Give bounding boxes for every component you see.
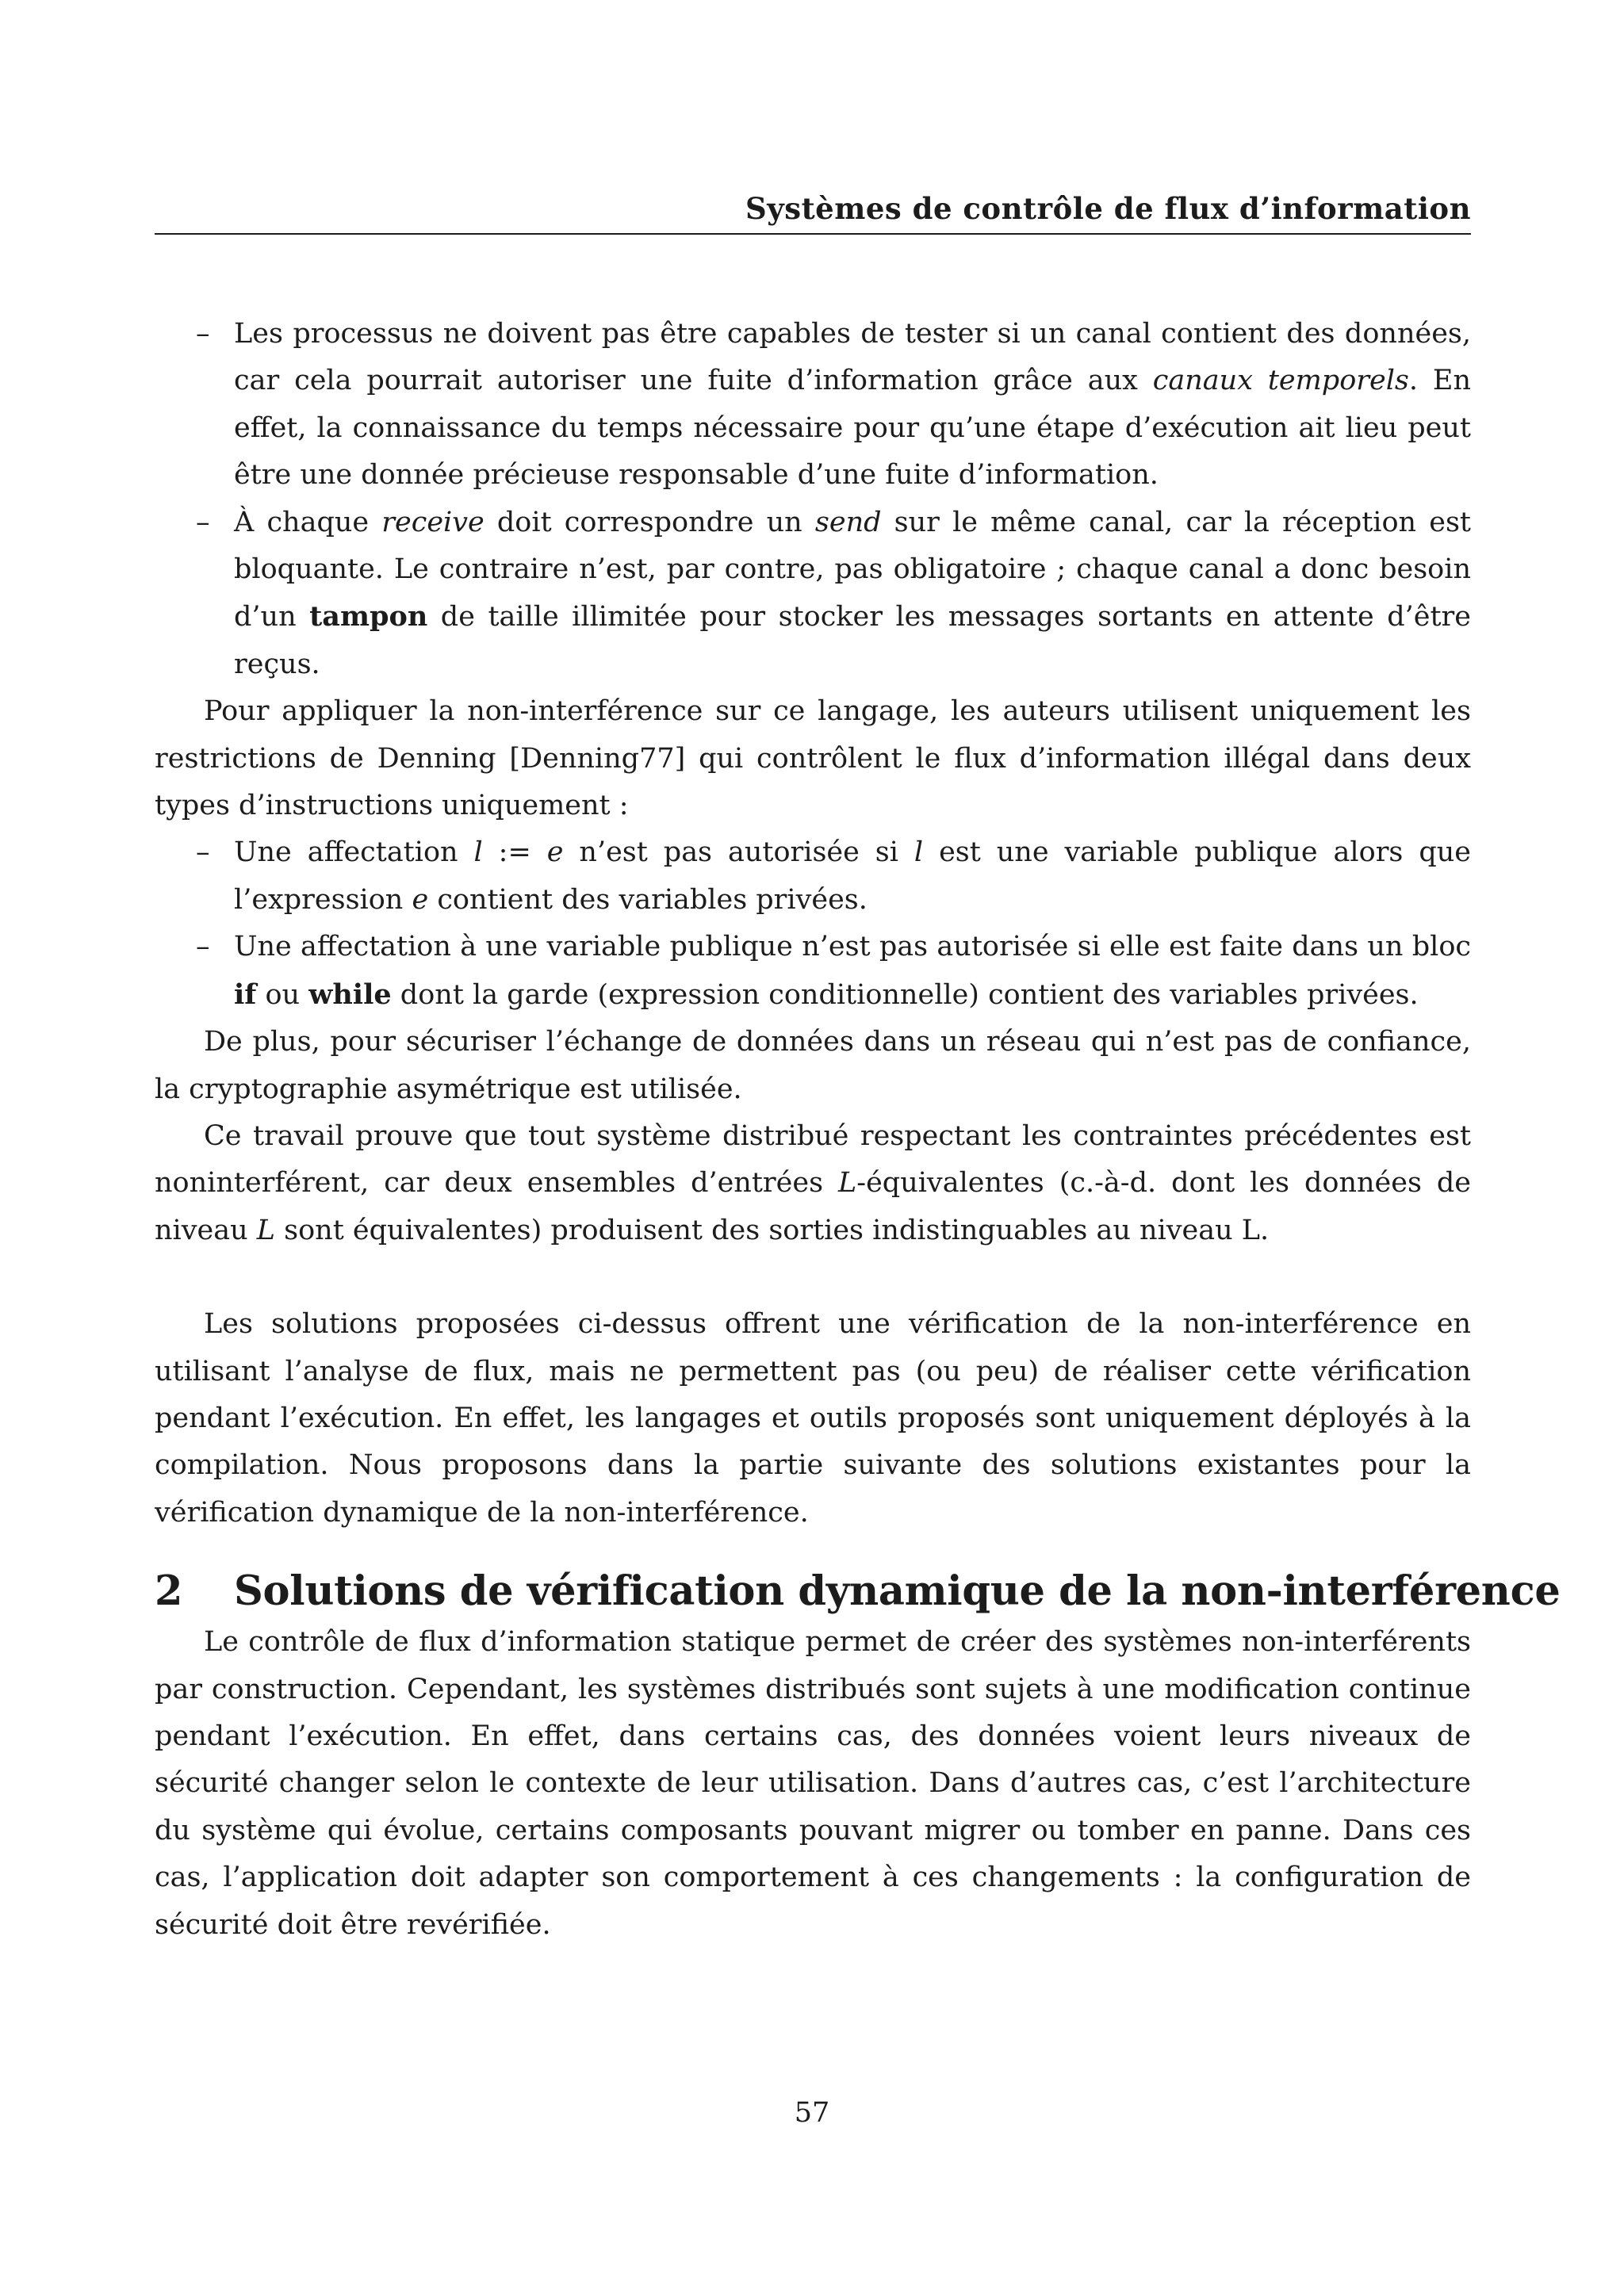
paragraph-denning: Pour appliquer la non-interférence sur ce langage, les auteurs utilisent uniquement les restrictions de Denning [Denning77] qui contrôlent le flux d’information illégal dans deux types d’instructions uniquement : — [155, 695, 1471, 822]
math-e: e — [546, 836, 564, 869]
section-title: Solutions de vérification dynamique de la non-interférence — [234, 1567, 1561, 1616]
dash-list-channels — [155, 311, 1471, 688]
dash-list-restrictions — [155, 829, 1471, 1019]
keyword-while: while — [308, 978, 392, 1011]
math-L: L — [838, 1167, 857, 1200]
paragraph-gap — [155, 1254, 1471, 1301]
list-item-assignment: – Une affectation l := e n’est pas autorisée si l est une variable publique alors que l’expression e contient des variables privées. — [234, 829, 1471, 924]
paragraph-proof: Ce travail prouve que tout système distribué respectant les contraintes précédentes est noninterférent, car deux ensembles d’entrées L-équivalentes (c.-à-d. dont les données de niveau L sont équivalentes) produisent des sorties indistinguables au niveau L. — [155, 1119, 1471, 1246]
paragraph-section-intro: Le contrôle de flux d’information statique permet de créer des systèmes non-interférents par construction. Cependant, les systèmes distribués sont sujets à une modification continue pendant l’exécution. En effet, dans certains cas, des données voient leurs niveaux de sécurité changer selon le contexte de leur utilisation. Dans d’autres cas, c’est l’architecture du système qui évolue, certains composants pouvant migrer ou tomber en panne. Dans ces cas, l’application doit adapter son comportement à ces changements : la configuration de sécurité doit être revérifiée. — [155, 1626, 1471, 1941]
term-receive: receive — [381, 506, 485, 538]
running-header: Systèmes de contrôle de flux d’information — [745, 191, 1471, 226]
term-canaux-temporels: canaux temporels — [1152, 365, 1409, 397]
term-send: send — [814, 506, 882, 538]
paragraph-summary: Les solutions proposées ci-dessus offrent une vérification de la non-interférence en utilisant l’analyse de flux, mais ne permettent pas (ou peu) de réaliser cette vérification pendant l’exécution. En effet, les langages et outils proposés sont uniquement déployés à la compilation. Nous proposons dans la partie suivante des solutions existantes pour la vérification dynamique de la non-interférence. — [155, 1308, 1471, 1529]
page-number: 57 — [794, 2097, 830, 2129]
math-l: l — [473, 836, 483, 869]
body-text — [155, 311, 1561, 1949]
section-heading — [155, 1563, 1561, 1619]
section-number: 2 — [155, 1567, 183, 1616]
math-L: L — [256, 1214, 276, 1246]
math-e: e — [412, 883, 429, 916]
math-l: l — [914, 836, 924, 869]
paragraph-cryptography: De plus, pour sécuriser l’échange de données dans un réseau qui n’est pas de confiance, la cryptographie asymétrique est utilisée. — [155, 1026, 1471, 1105]
list-item-receive-send: – À chaque receive doit correspondre un send sur le même canal, car la réception est bloquante. Le contraire n’est, par contre, pas obligatoire ; chaque canal a donc besoin d’un tampon de taille illimitée pour stocker les messages sortants en attente d’être reçus. — [234, 499, 1471, 689]
header-rule — [155, 233, 1471, 235]
list-item-temporal-channels: – Les processus ne doivent pas être capables de tester si un canal contient des données, car cela pourrait autoriser une fuite d’information grâce aux canaux temporels. En effet, la connaissance du temps nécessaire pour qu’une étape d’exécution ait lieu peut être une donnée précieuse responsable d’une fuite d’information. — [234, 311, 1471, 499]
term-tampon: tampon — [309, 600, 428, 633]
keyword-if: if — [234, 978, 257, 1011]
list-item-if-while: – Une affectation à une variable publique n’est pas autorisée si elle est faite dans un bloc if ou while dont la garde (expression conditionnelle) contient des variables privées. — [234, 924, 1471, 1019]
